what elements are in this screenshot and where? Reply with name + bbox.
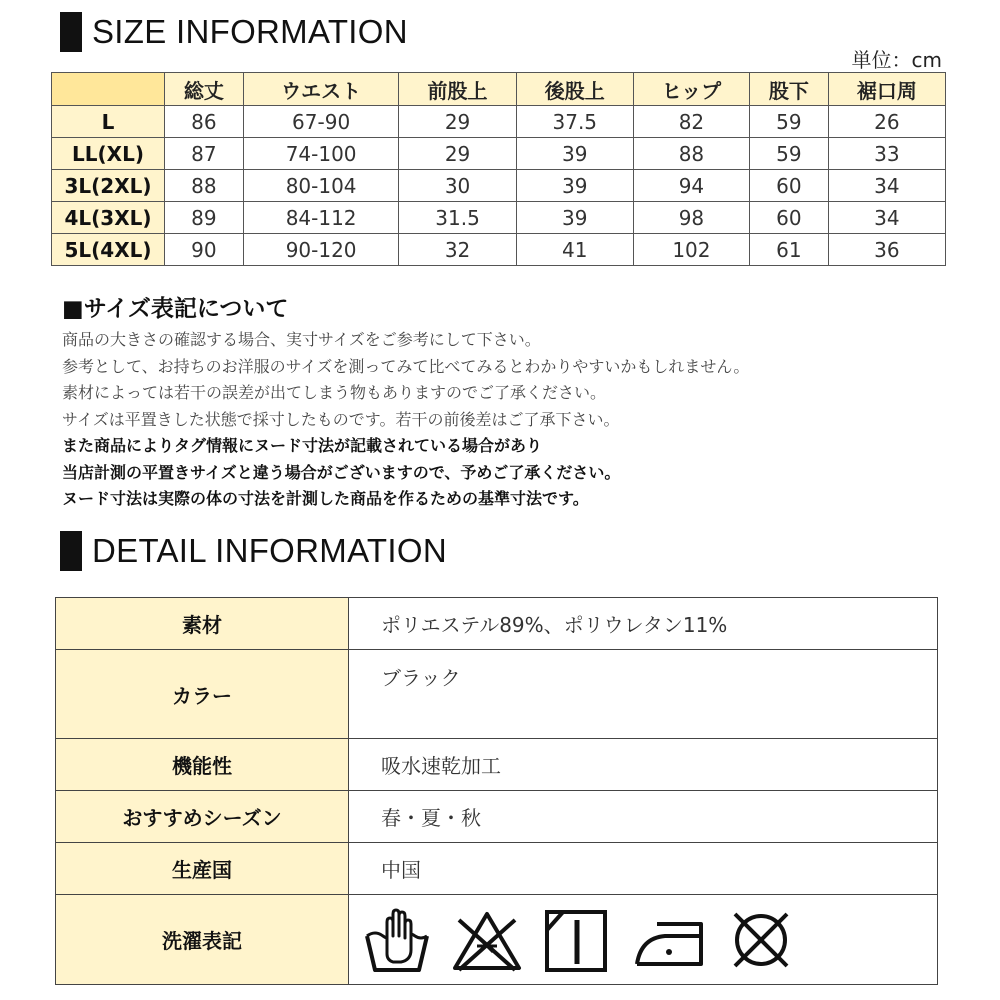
detail-label: 洗濯表記 xyxy=(56,895,349,985)
size-notes xyxy=(62,290,942,513)
detail-info-heading xyxy=(60,531,447,571)
no-bleach-icon xyxy=(451,906,523,974)
notes-bold-line: また商品によりタグ情報にヌード寸法が記載されている場合があり xyxy=(62,436,543,455)
header-corner-cell xyxy=(52,73,165,106)
table-cell: 34 xyxy=(828,202,945,234)
detail-row xyxy=(56,650,938,739)
header-cell: 股下 xyxy=(749,73,828,106)
detail-value: ブラック xyxy=(349,650,938,739)
table-cell: 39 xyxy=(516,170,633,202)
notes-title: ■サイズ表記について xyxy=(62,296,289,322)
table-cell: 87 xyxy=(165,138,244,170)
table-cell: 89 xyxy=(165,202,244,234)
table-cell: 90-120 xyxy=(243,234,399,266)
table-cell: 67-90 xyxy=(243,106,399,138)
detail-table xyxy=(55,597,938,985)
table-row xyxy=(52,202,946,234)
notes-line: 参考として、お持ちのお洋服のサイズを測ってみて比べてみるとわかりやすいかもしれません。 xyxy=(62,356,750,376)
detail-label: 生産国 xyxy=(56,843,349,895)
hand-wash-icon xyxy=(363,906,431,974)
table-cell: 94 xyxy=(633,170,749,202)
table-cell: 84-112 xyxy=(243,202,399,234)
size-table xyxy=(51,72,946,266)
size-label-cell: L xyxy=(52,106,165,138)
detail-row xyxy=(56,791,938,843)
table-row xyxy=(52,170,946,202)
header-cell: ヒップ xyxy=(633,73,749,106)
size-info-title: SIZE INFORMATION xyxy=(92,13,408,50)
heading-bar xyxy=(60,531,82,571)
detail-value: 中国 xyxy=(349,843,938,895)
table-cell: 88 xyxy=(633,138,749,170)
unit-label: 単位：cm xyxy=(851,48,942,72)
table-cell: 60 xyxy=(749,202,828,234)
table-cell: 32 xyxy=(399,234,516,266)
table-cell: 39 xyxy=(516,138,633,170)
table-cell: 59 xyxy=(749,106,828,138)
table-row xyxy=(52,138,946,170)
table-cell: 82 xyxy=(633,106,749,138)
header-cell: 総丈 xyxy=(165,73,244,106)
table-cell: 102 xyxy=(633,234,749,266)
detail-row xyxy=(56,895,938,985)
size-label-cell: 5L(4XL) xyxy=(52,234,165,266)
header-cell: 前股上 xyxy=(399,73,516,106)
size-label-cell: 4L(3XL) xyxy=(52,202,165,234)
header-cell: 裾口周 xyxy=(828,73,945,106)
table-cell: 80-104 xyxy=(243,170,399,202)
line-dry-shade-icon xyxy=(543,906,611,974)
table-row xyxy=(52,234,946,266)
table-cell: 34 xyxy=(828,170,945,202)
table-cell: 29 xyxy=(399,106,516,138)
notes-line: 商品の大きさの確認する場合、実寸サイズをご参考にして下さい。 xyxy=(62,330,541,349)
care-symbols-cell xyxy=(349,895,938,985)
notes-line: 素材によっては若干の誤差が出てしまう物もありますのでご了承ください。 xyxy=(62,383,607,402)
table-cell: 36 xyxy=(828,234,945,266)
table-cell: 37.5 xyxy=(516,106,633,138)
heading-bar xyxy=(60,12,82,52)
table-cell: 88 xyxy=(165,170,244,202)
table-cell: 90 xyxy=(165,234,244,266)
table-cell: 39 xyxy=(516,202,633,234)
detail-value: 吸水速乾加工 xyxy=(349,739,938,791)
size-table-header xyxy=(52,73,946,106)
size-info-heading xyxy=(60,12,408,52)
size-label-cell: LL(XL) xyxy=(52,138,165,170)
table-row xyxy=(52,106,946,138)
table-cell: 41 xyxy=(516,234,633,266)
header-cell: 後股上 xyxy=(516,73,633,106)
table-cell: 31.5 xyxy=(399,202,516,234)
iron-low-icon xyxy=(631,906,707,974)
table-cell: 33 xyxy=(828,138,945,170)
table-cell: 59 xyxy=(749,138,828,170)
detail-row xyxy=(56,843,938,895)
detail-row xyxy=(56,598,938,650)
table-cell: 30 xyxy=(399,170,516,202)
size-label-cell: 3L(2XL) xyxy=(52,170,165,202)
detail-info-title: DETAIL INFORMATION xyxy=(92,532,447,569)
table-cell: 29 xyxy=(399,138,516,170)
table-cell: 86 xyxy=(165,106,244,138)
table-cell: 26 xyxy=(828,106,945,138)
care-symbols xyxy=(363,906,937,974)
detail-value: 春・夏・秋 xyxy=(349,791,938,843)
table-cell: 98 xyxy=(633,202,749,234)
detail-label: 機能性 xyxy=(56,739,349,791)
notes-bold-line: ヌード寸法は実際の体の寸法を計測した商品を作るための基準寸法です。 xyxy=(62,489,589,508)
table-cell: 74-100 xyxy=(243,138,399,170)
table-cell: 61 xyxy=(749,234,828,266)
detail-label: おすすめシーズン xyxy=(56,791,349,843)
notes-bold-line: 当店計測の平置きサイズと違う場合がございますので、予めご了承ください。 xyxy=(62,462,621,482)
detail-row xyxy=(56,739,938,791)
detail-label: 素材 xyxy=(56,598,349,650)
table-cell: 60 xyxy=(749,170,828,202)
header-cell: ウエスト xyxy=(243,73,399,106)
detail-label: カラー xyxy=(56,650,349,739)
notes-line: サイズは平置きした状態で採寸したものです。若干の前後差はご了承下さい。 xyxy=(62,409,620,429)
no-dry-clean-icon xyxy=(727,906,795,974)
detail-value: ポリエステル89%、ポリウレタン11% xyxy=(349,598,938,650)
